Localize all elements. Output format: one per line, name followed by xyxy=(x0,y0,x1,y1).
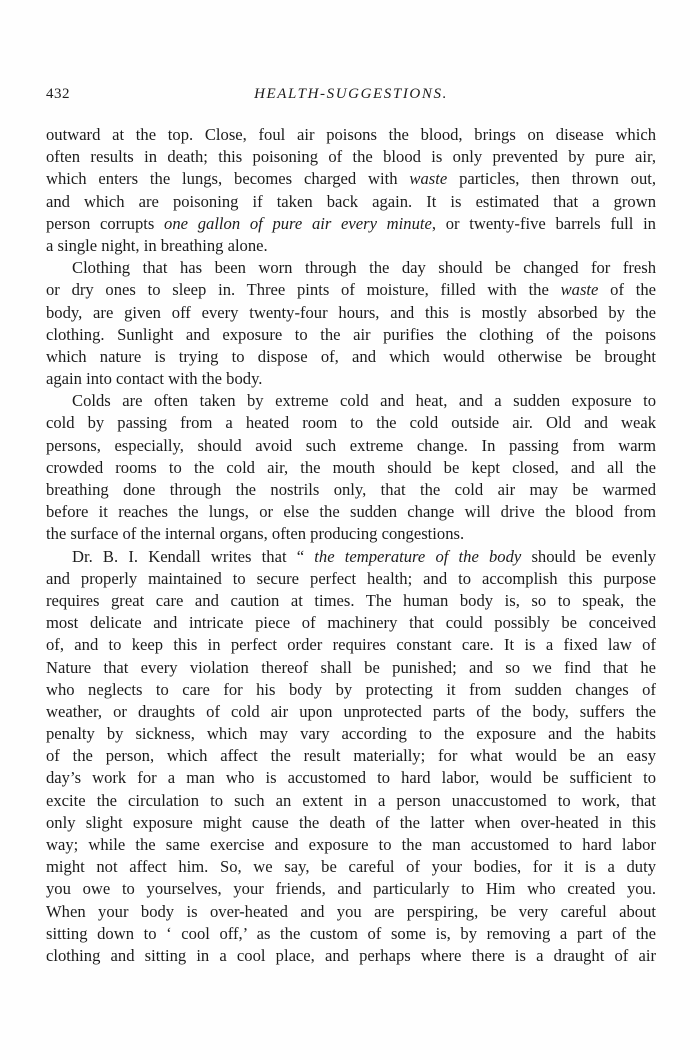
text-line: crowded rooms to the cold air, the mouth should be kept closed, and all the xyxy=(46,457,656,477)
text-line: of, and to keep this in perfect order requires constant care. It is a fixed law of xyxy=(46,635,656,655)
paragraph-2 xyxy=(46,257,656,390)
text-line: again into contact with the body. xyxy=(46,369,263,389)
text-line: and properly maintained to secure perfect health; and to accomplish this purpose xyxy=(46,568,656,588)
text-line: a single night, in breathing alone. xyxy=(46,235,268,255)
text-line: which enters the lungs, becomes charged with waste particles, then thrown out, xyxy=(46,169,656,189)
text-line: way; while the same exercise and exposure to the man accustomed to hard labor xyxy=(46,835,656,854)
text-line: often results in death; this poisoning of the blood is only prevented by pure air, xyxy=(46,147,656,167)
body-text xyxy=(46,124,656,967)
paragraph-1 xyxy=(46,124,656,257)
text-line: before it reaches the lungs, or else the sudden change will drive the blood from xyxy=(46,502,656,522)
text-line: When your body is over-heated and you are perspiring, be very careful about xyxy=(46,901,656,921)
text-line: weather, or draughts of cold air upon unprotected parts of the body, suffers the xyxy=(46,701,656,721)
text-line: outward at the top. Close, foul air poisons the blood, brings on disease which xyxy=(46,125,656,144)
text-line: and which are poisoning if taken back again. It is estimated that a grown xyxy=(46,191,656,211)
text-line: or dry ones to sleep in. Three pints of moisture, filled with the waste of the xyxy=(46,280,656,300)
text-line: of the person, which affect the result materially; for what would be an easy xyxy=(46,746,656,766)
text-line: the surface of the internal organs, often producing congestions. xyxy=(46,524,465,544)
page-number: 432 xyxy=(46,86,70,102)
text-line: you owe to yourselves, your friends, and particularly to Him who created you. xyxy=(46,879,656,899)
text-line: requires great care and caution at times. The human body is, so to speak, the xyxy=(46,590,656,610)
text-line: body, are given off every twenty-four hours, and this is mostly absorbed by the xyxy=(46,302,656,322)
text-line: might not affect him. So, we say, be careful of your bodies, for it is a duty xyxy=(46,857,656,877)
text-line: excite the circulation to such an extent in a person unaccustomed to work, that xyxy=(46,790,656,810)
text-line: persons, especially, should avoid such extreme change. In passing from warm xyxy=(46,435,656,455)
paragraph-4 xyxy=(46,546,656,968)
page-header xyxy=(46,86,656,110)
running-title: HEALTH-SUGGESTIONS. xyxy=(254,86,448,102)
text-line: penalty by sickness, which may vary according to the exposure and the habits xyxy=(46,724,656,744)
text-line: clothing. Sunlight and exposure to the air purifies the clothing of the poisons xyxy=(46,324,656,344)
text-line: Nature that every violation thereof shall be punished; and so we find that he xyxy=(46,657,656,677)
paragraph-3 xyxy=(46,390,656,545)
text-line: who neglects to care for his body by protecting it from sudden changes of xyxy=(46,679,656,699)
text-line: only slight exposure might cause the death of the latter when over-heated in this xyxy=(46,812,656,832)
text-line: most delicate and intricate piece of machinery that could possibly be conceived xyxy=(46,613,656,633)
text-line: Dr. B. I. Kendall writes that “ the temperature of the body should be evenly xyxy=(72,546,656,566)
text-line: Colds are often taken by extreme cold and heat, and a sudden exposure to xyxy=(72,391,656,411)
text-line: person corrupts one gallon of pure air every minute, or twenty-five barrels full in xyxy=(46,213,656,233)
text-line: clothing and sitting in a cool place, and perhaps where there is a draught of air xyxy=(46,945,656,965)
text-line: breathing done through the nostrils only, that the cold air may be warmed xyxy=(46,480,656,499)
text-line: cold by passing from a heated room to the cold outside air. Old and weak xyxy=(46,413,656,433)
text-line: day’s work for a man who is accustomed to hard labor, would be sufficient to xyxy=(46,768,656,788)
text-line: Clothing that has been worn through the day should be changed for fresh xyxy=(72,258,656,278)
text-line: which nature is trying to dispose of, and which would otherwise be brought xyxy=(46,346,656,366)
text-line: sitting down to ‘ cool off,’ as the custom of some is, by removing a part of the xyxy=(46,923,656,943)
